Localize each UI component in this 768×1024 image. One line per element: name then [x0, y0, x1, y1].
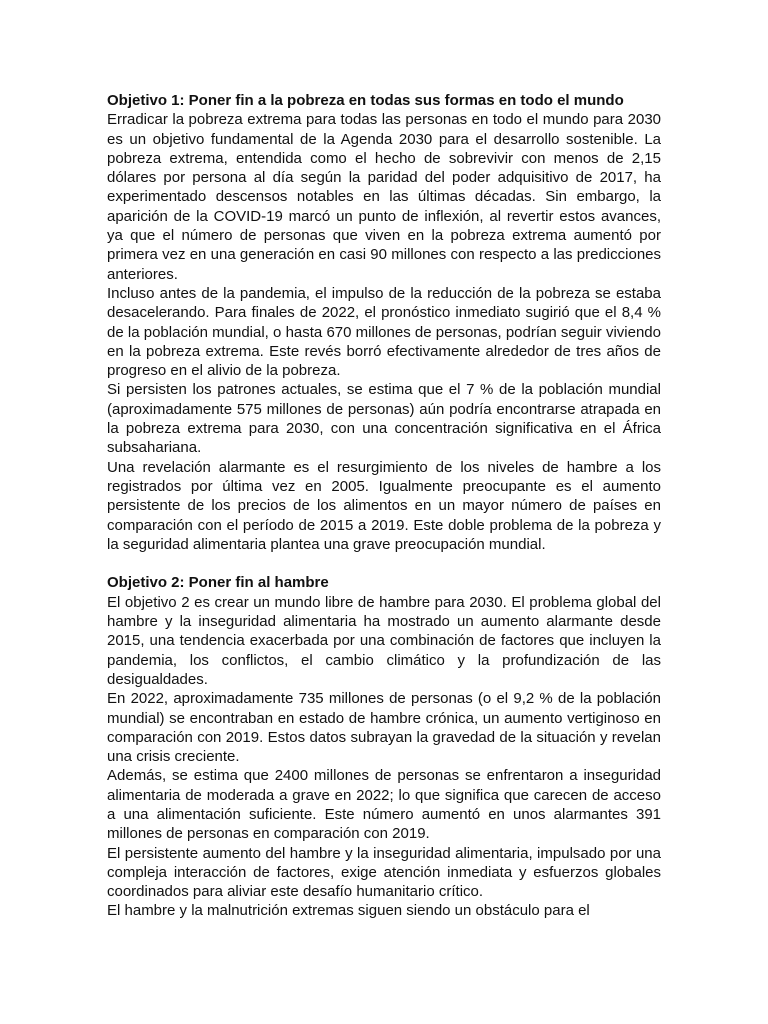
paragraph: El persistente aumento del hambre y la inseguridad alimentaria, impulsado por una compleja interacción de factores, exige atención inmediata y esfuerzos globales coordinados para aliviar este desafío humanitario crítico.: [107, 844, 661, 901]
paragraph: Incluso antes de la pandemia, el impulso de la reducción de la pobreza se estaba desacelerando. Para finales de 2022, el pronóstico inmediato sugirió que el 8,4 % de la población mundial, o hasta 670 millones de personas, podrían seguir viviendo en la pobreza extrema. Este revés borró efectivamente alrededor de tres años de progreso en el alivio de la pobreza.: [107, 284, 661, 380]
section-objetivo-2: [107, 573, 661, 920]
paragraph: Una revelación alarmante es el resurgimiento de los niveles de hambre a los registrados por última vez en 2005. Igualmente preocupante es el aumento persistente de los precios de los alimentos en un mayor número de países en comparación con el período de 2015 a 2019. Este doble problema de la pobreza y la seguridad alimentaria plantea una grave preocupación mundial.: [107, 458, 661, 553]
document-page: [107, 91, 661, 921]
paragraph: Erradicar la pobreza extrema para todas las personas en todo el mundo para 2030 es un objetivo fundamental de la Agenda 2030 para el desarrollo sostenible. La pobreza extrema, entendida como el hecho de sobrevivir con menos de 2,15 dólares por persona al día según la paridad del poder adquisitivo de 2017, ha experimentado descensos notables en las últimas décadas. Sin embargo, la aparición de la COVID-19 marcó un punto de inflexión, al revertir estos avances, ya que el número de personas que viven en la pobreza extrema aumentó por primera vez en una generación en casi 90 millones con respecto a las predicciones anteriores.: [107, 111, 661, 283]
paragraph: Además, se estima que 2400 millones de personas se enfrentaron a inseguridad alimentaria de moderada a grave en 2022; lo que significa que carecen de acceso a una alimentación suficiente. Este número aumentó en unos alarmantes 391 millones de personas en comparación con 2019.: [107, 767, 661, 843]
section-heading: Objetivo 1: Poner fin a la pobreza en todas sus formas en todo el mundo: [107, 92, 624, 109]
paragraph: En 2022, aproximadamente 735 millones de personas (o el 9,2 % de la población mundial) se encontraban en estado de hambre crónica, un aumento vertiginoso en comparación con 2019. Estos datos subrayan la gravedad de la situación y revelan una crisis creciente.: [107, 690, 661, 766]
section-heading: Objetivo 2: Poner fin al hambre: [107, 574, 329, 592]
paragraph: El objetivo 2 es crear un mundo libre de hambre para 2030. El problema global del hambre y la inseguridad alimentaria ha mostrado un aumento alarmante desde 2015, una tendencia exacerbada por una combinación de factores que incluyen la pandemia, los conflictos, el cambio climático y la profundización de las desigualdades.: [107, 593, 661, 688]
paragraph: El hambre y la malnutrición extremas siguen siendo un obstáculo para el: [107, 902, 590, 920]
section-objetivo-1: [107, 91, 661, 554]
paragraph: Si persisten los patrones actuales, se estima que el 7 % de la población mundial (aproximadamente 575 millones de personas) aún podría encontrarse atrapada en la pobreza extrema para 2030, con una concentración significativa en el África subsahariana.: [107, 381, 661, 457]
